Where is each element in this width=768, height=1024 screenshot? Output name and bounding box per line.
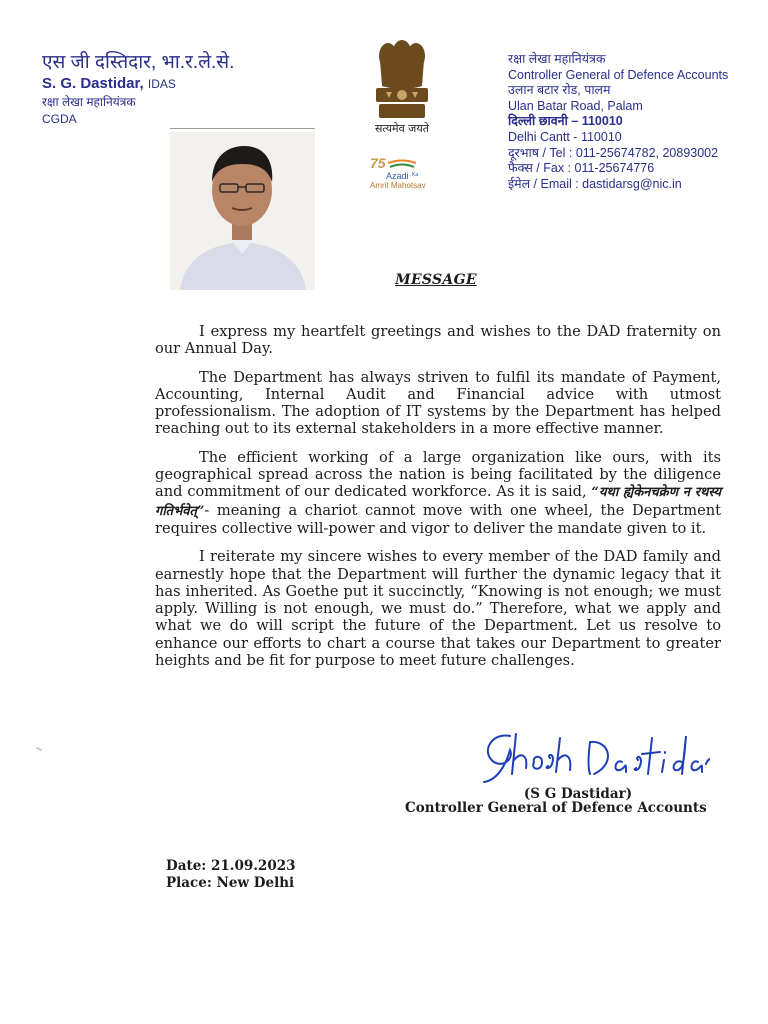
office-title-en: Controller General of Defence Accounts xyxy=(508,67,729,82)
date-place-block xyxy=(166,858,296,892)
sender-service: IDAS xyxy=(147,77,176,91)
handwritten-signature xyxy=(470,724,710,788)
signatory-title: Controller General of Defence Accounts xyxy=(405,800,707,816)
azadi-ka: Ka xyxy=(412,172,419,178)
emblem-motto: सत्यमेव जयते xyxy=(374,122,429,135)
message-body xyxy=(155,323,721,680)
paragraph-1: I express my heartfelt greetings and wishes to the DAD fraternity on our Annual Day. xyxy=(155,323,721,358)
azadi-tagline: Amrit Mahotsav xyxy=(370,181,426,190)
office-tel: दूरभाष / Tel : 011-25674782, 20893002 xyxy=(508,145,719,160)
sender-designation-hindi: रक्षा लेखा महानियंत्रक xyxy=(42,95,136,109)
sender-name: S. G. Dastidar, xyxy=(42,75,144,92)
office-email: ईमेल / Email : dastidarsg@nic.in xyxy=(508,176,682,191)
signatory-name: (S G Dastidar) xyxy=(523,786,633,802)
paragraph-3 xyxy=(155,449,721,537)
scan-mark xyxy=(36,747,42,752)
paragraph-3-text-a: The efficient working of a large organization like ours, with its geographical spread across the nation is being facilitated by the diligence and commitment of our dedicated workforce. As it is said, xyxy=(155,448,721,501)
azadi-number: 75 xyxy=(370,155,386,171)
paragraph-3-text-b: - meaning a chariot cannot move with one wheel, the Department requires collective will-power and vigor to deliver the mandate given to it. xyxy=(155,501,721,537)
sender-name-en xyxy=(42,74,322,94)
office-city-en: Delhi Cantt - 110010 xyxy=(508,129,622,144)
office-road-en: Ulan Batar Road, Palam xyxy=(508,98,643,113)
office-road-hindi: उलान बटार रोड, पालम xyxy=(508,83,611,98)
azadi-ka-amrit-mahotsav-logo xyxy=(368,154,448,192)
portrait-image xyxy=(170,132,315,290)
office-title-hindi: रक्षा लेखा महानियंत्रक xyxy=(508,52,606,66)
letter-date: Date: 21.09.2023 xyxy=(166,858,296,874)
paragraph-4: I reiterate my sincere wishes to every member of the DAD family and earnestly hope that the Department will further the dynamic legacy that it has inherited. As Goethe put it succinctly, “Knowing is not enough; we must apply. Willing is not enough, we must do.” Therefore, what we apply and what we do will script the future of the Department. Let us resolve to enhance our efforts to chart a course that takes our Department to greater heights and be fit for purpose to meet future challenges. xyxy=(155,548,721,670)
portrait-photo xyxy=(170,132,315,290)
message-title: MESSAGE xyxy=(395,272,477,288)
office-address-block xyxy=(508,52,763,192)
sender-name-hindi: एस जी दस्तिदार, भा.र.ले.से. xyxy=(42,52,235,73)
header-divider xyxy=(170,128,315,129)
office-city-hindi: दिल्ली छावनी – 110010 xyxy=(508,114,623,129)
azadi-word: Azadi xyxy=(386,171,409,181)
office-fax: फैक्स / Fax : 011-25674776 xyxy=(508,161,655,176)
letter-place: Place: New Delhi xyxy=(166,875,295,891)
national-emblem-icon xyxy=(362,30,442,130)
sender-designation-short: CGDA xyxy=(42,112,77,126)
sanskrit-quote: “यथा ह्येकेनचक्रेण न रथस्य गतिर्भवेत्” xyxy=(155,485,722,519)
sender-block xyxy=(42,52,322,128)
paragraph-2: The Department has always striven to fulfil its mandate of Payment, Accounting, Internal Audit and Financial advice with utmost professionalism. The adoption of IT systems by the Department has helped reaching out to its external stakeholders in a more effective manner. xyxy=(155,368,721,438)
